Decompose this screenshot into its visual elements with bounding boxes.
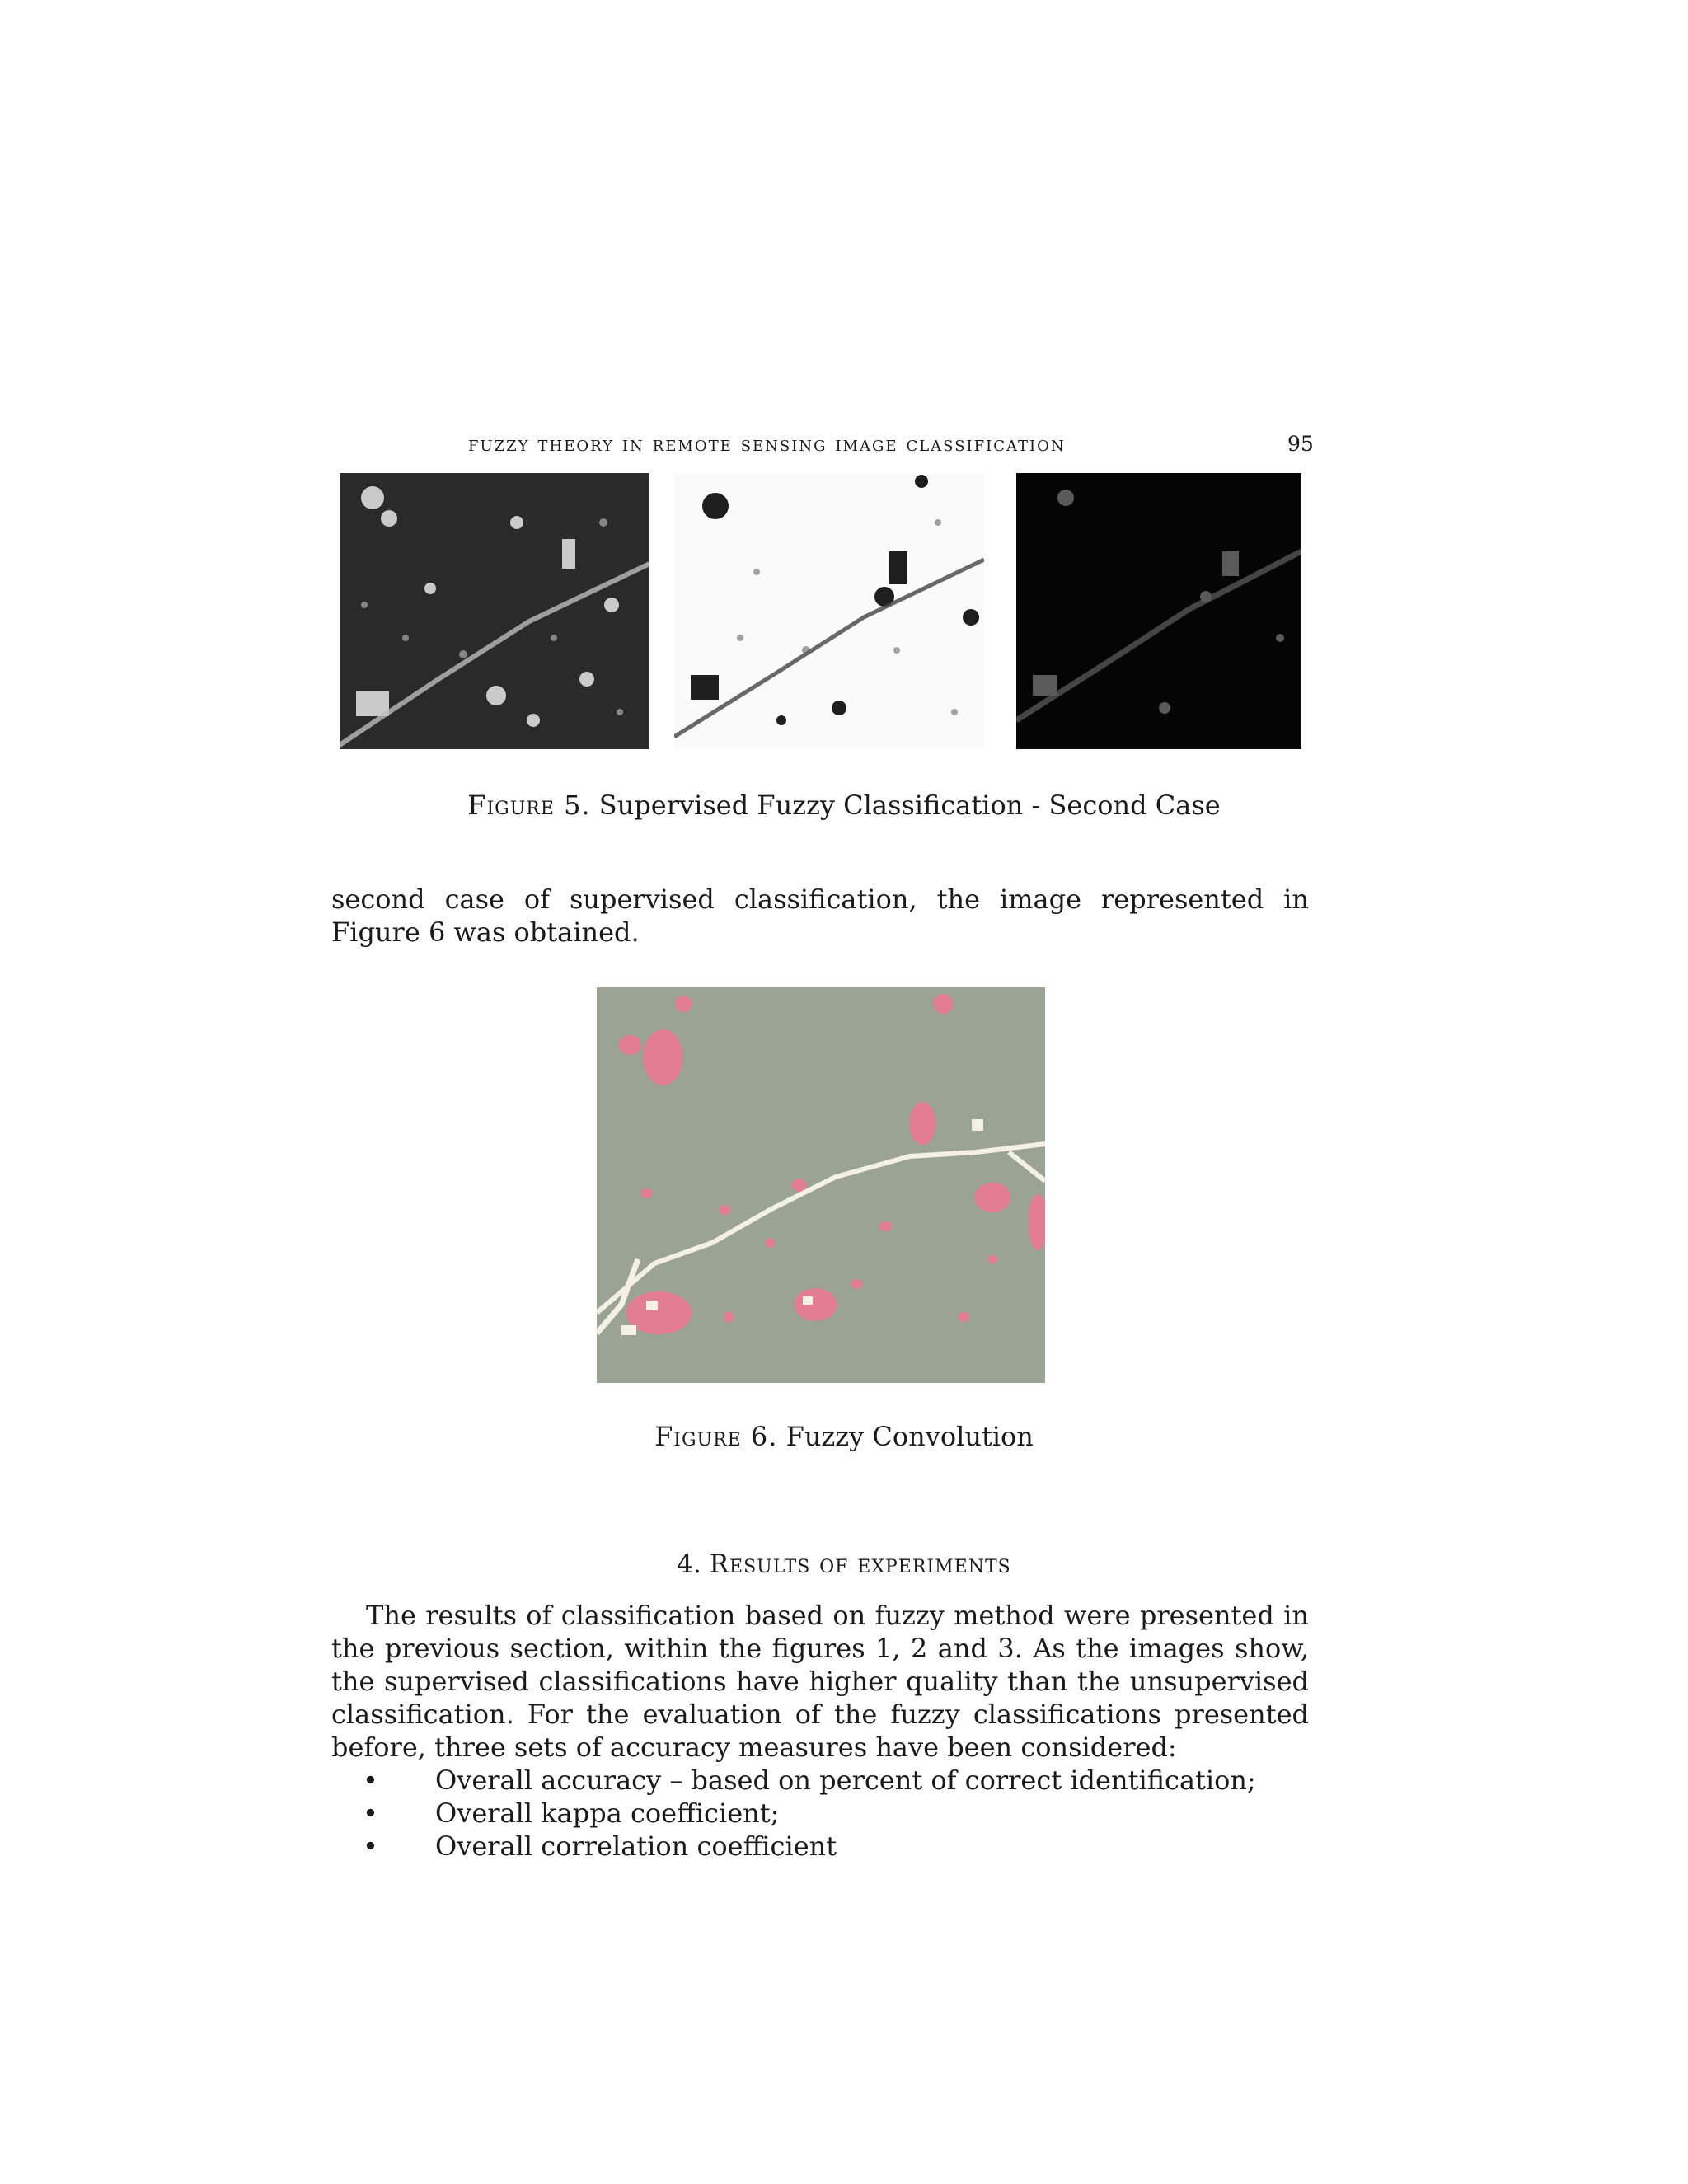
bullet-icon: • bbox=[363, 1765, 378, 1796]
figure-5-panel-3 bbox=[1016, 473, 1301, 749]
section-heading bbox=[0, 1549, 1688, 1579]
figure-6-caption bbox=[0, 1421, 1688, 1452]
bullet-icon: • bbox=[363, 1830, 378, 1862]
section-title: Results of experiments bbox=[709, 1549, 1011, 1579]
figure-5-label: Figure 5. bbox=[467, 790, 591, 821]
bullet-icon: • bbox=[363, 1797, 378, 1829]
figure-6-image bbox=[597, 987, 1045, 1383]
running-title: fuzzy theory in remote sensing image classification bbox=[468, 432, 1066, 456]
figure-6-label: Figure 6. bbox=[654, 1421, 778, 1452]
list-item-text: Overall accuracy – based on percent of correct identification; bbox=[435, 1765, 1256, 1796]
page-number: 95 bbox=[1287, 432, 1314, 456]
figure-5-panel-2 bbox=[674, 473, 984, 749]
section-number: 4. bbox=[677, 1549, 701, 1579]
figure-5-caption bbox=[0, 790, 1688, 821]
figure-6-caption-text: Fuzzy Convolution bbox=[785, 1421, 1034, 1452]
body-paragraph-1: second case of supervised classification, the image represented in Figure 6 was obtained. bbox=[331, 883, 1309, 948]
figure-5-caption-text: Supervised Fuzzy Classification - Second Case bbox=[598, 790, 1221, 821]
figure-5-panel-1 bbox=[340, 473, 649, 749]
body-paragraph-2: The results of classification based on fuzzy method were presented in the previous section, within the figures 1, 2 and 3. As the images show, the supervised classifications have higher quality than the unsupervised classification. For the evaluation of the fuzzy classifications presented before, three sets of accuracy measures have been considered: bbox=[331, 1600, 1309, 1763]
list-item-text: Overall correlation coefficient bbox=[435, 1830, 837, 1862]
list-item-text: Overall kappa coefficient; bbox=[435, 1797, 780, 1829]
